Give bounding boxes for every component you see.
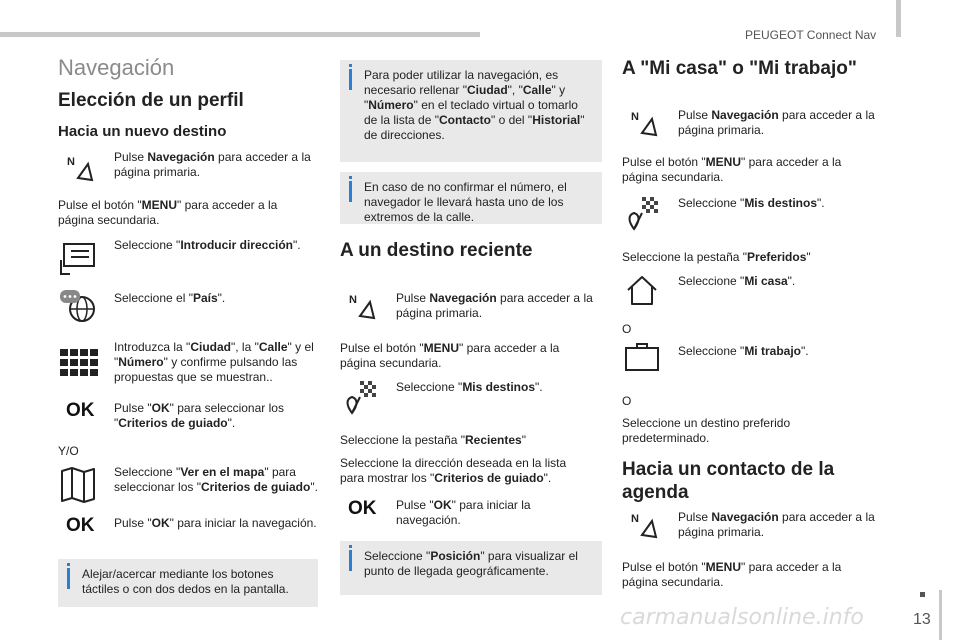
step-pais: Seleccione el "País".: [114, 291, 226, 305]
page-marker: [920, 592, 925, 597]
navigation-arrow-icon: [622, 105, 662, 145]
page-number: 13: [913, 611, 931, 628]
keyboard-grid-icon: [58, 345, 98, 385]
heading-destino-reciente: A un destino reciente: [340, 240, 533, 261]
info-box-zoom: Alejar/acercar mediante los botones táctiles o con dos dedos en la pantalla.: [58, 559, 318, 607]
top-rule: [0, 32, 480, 37]
info-box-posicion: Seleccione "Posición" para visualizar el punto de llegada geográficamente.: [340, 541, 602, 595]
svg-text:N: N: [631, 513, 639, 525]
paragraph-recientes: Seleccione la pestaña "Recientes": [340, 433, 526, 447]
info-icon-dot: [67, 563, 70, 566]
heading-contacto-agenda: Hacia un contacto de la agenda: [622, 459, 835, 503]
heading-nuevo-destino: Hacia un nuevo destino: [58, 123, 227, 140]
top-rule-vertical: [896, 0, 901, 37]
info-box-rellenar: Para poder utilizar la navegación, es necesario rellenar "Ciudad", "Calle" y "Número" en el teclado virtual o tomarlo de la lista de "Contacto" o del "Historial" de direcciones.: [340, 60, 602, 162]
paragraph-menu: Pulse el botón "MENU" para acceder a la página secundaria.: [622, 560, 842, 589]
step-pulse-navegacion: Pulse Navegación para acceder a la página primaria.: [114, 150, 311, 179]
paragraph-destino-preferido: Seleccione un destino preferido predeterminado.: [622, 416, 791, 445]
destination-flag-icon: [622, 193, 662, 233]
step-introduzca-ciudad: Introduzca la "Ciudad", la "Calle" y el "Número" y confirme pulsando las propuestas que se muestran..: [114, 340, 314, 384]
svg-text:N: N: [349, 294, 357, 306]
destination-flag-icon: [340, 377, 380, 417]
navigation-arrow-icon: [58, 150, 98, 190]
section-title: Navegación: [58, 55, 175, 80]
svg-text:N: N: [631, 111, 639, 123]
step-mis-destinos: Seleccione "Mis destinos".: [678, 196, 825, 210]
home-icon: [622, 270, 662, 310]
heading-eleccion-perfil: Elección de un perfil: [58, 90, 244, 111]
step-introducir-direccion: Seleccione "Introducir dirección".: [114, 238, 301, 252]
o-label: O: [622, 322, 632, 336]
watermark: carmanualsonline.info: [620, 605, 864, 630]
info-icon-dot: [349, 64, 352, 67]
info-icon: [67, 568, 70, 589]
step-ver-en-mapa: Seleccione "Ver en el mapa" para seleccionar los "Criterios de guiado".: [114, 465, 318, 494]
work-briefcase-icon: [622, 336, 662, 376]
paragraph-direccion-deseada: Seleccione la dirección deseada en la lista para mostrar los "Criterios de guiado".: [340, 456, 567, 485]
step-ok-criterios: Pulse "OK" para seleccionar los "Criterios de guiado".: [114, 401, 284, 430]
address-entry-icon: [58, 238, 98, 278]
step-mi-casa: Seleccione "Mi casa".: [678, 274, 796, 288]
navigation-arrow-icon: [622, 507, 662, 547]
map-icon: [58, 465, 98, 505]
page-side-rule: [939, 590, 942, 640]
o-label: O: [622, 394, 632, 408]
navigation-arrow-icon: [340, 288, 380, 328]
step-ok-iniciar: Pulse "OK" para iniciar la navegación.: [396, 498, 531, 527]
step-pulse-navegacion: Pulse Navegación para acceder a la página primaria.: [678, 510, 875, 539]
ok-icon: OK: [66, 515, 95, 536]
step-pulse-navegacion: Pulse Navegación para acceder a la página primaria.: [678, 108, 875, 137]
step-ok-iniciar: Pulse "OK" para iniciar la navegación.: [114, 516, 317, 530]
step-pulse-navegacion: Pulse Navegación para acceder a la página primaria.: [396, 291, 593, 320]
ok-icon: OK: [348, 498, 377, 519]
heading-mi-casa-trabajo: A "Mi casa" o "Mi trabajo": [622, 58, 857, 79]
ok-icon: OK: [66, 400, 95, 421]
step-mi-trabajo: Seleccione "Mi trabajo".: [678, 344, 809, 358]
paragraph-menu: Pulse el botón "MENU" para acceder a la página secundaria.: [58, 198, 278, 227]
paragraph-preferidos: Seleccione la pestaña "Preferidos": [622, 250, 811, 264]
info-icon-dot: [349, 545, 352, 548]
y-o-label: Y/O: [58, 444, 79, 458]
country-globe-icon: [58, 286, 98, 326]
running-head: PEUGEOT Connect Nav: [745, 28, 877, 42]
info-box-numero: En caso de no confirmar el número, el navegador le llevará hasta uno de los extremos de la calle.: [340, 172, 602, 224]
paragraph-menu: Pulse el botón "MENU" para acceder a la página secundaria.: [622, 155, 842, 184]
info-icon: [349, 69, 352, 90]
info-icon-dot: [349, 176, 352, 179]
step-mis-destinos: Seleccione "Mis destinos".: [396, 380, 543, 394]
info-icon: [349, 181, 352, 202]
svg-text:N: N: [67, 156, 75, 168]
info-icon: [349, 550, 352, 571]
paragraph-menu: Pulse el botón "MENU" para acceder a la página secundaria.: [340, 341, 560, 370]
